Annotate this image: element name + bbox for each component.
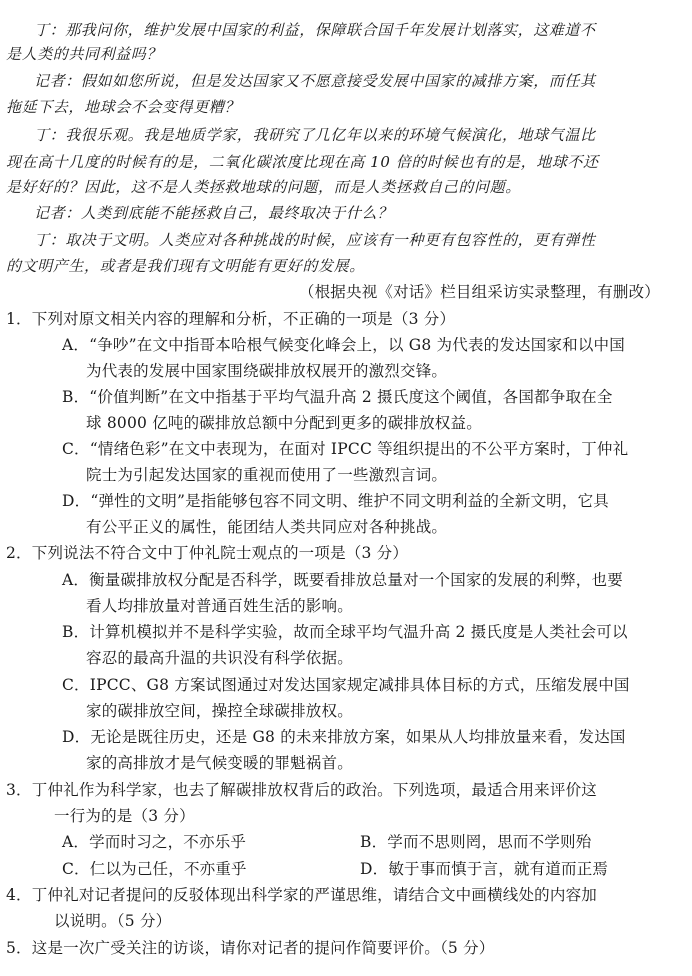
q2-option-b: B．计算机模拟并不是科学实验，故而全球平均气温升高 2 摄氏度是人类社会可以 [62,623,628,641]
interview-line: 丁：取决于文明。人类应对各种挑战的时候，应该有一种更有包容性的，更有弹性 [34,231,596,249]
q2-option-b-cont: 容忍的最高升温的共识没有科学依据。 [86,649,353,667]
question-5-stem: 5．这是一次广受关注的访谈，请你对记者的提问作简要评价。（5 分） [6,939,495,957]
q3-option-a: A．学而时习之，不亦乐乎 [62,833,247,851]
q2-option-d-cont: 家的高排放才是气候变暖的罪魁祸首。 [86,754,353,772]
interview-line: 丁：那我问你，维护发展中国家的利益，保障联合国千年发展计划落实，这难道不 [34,21,596,39]
q1-option-a: A．“争吵”在文中指哥本哈根气候变化峰会上，以 G8 为代表的发达国家和以中国 [62,336,625,354]
q2-option-a-cont: 看人均排放量对普通百姓生活的影响。 [86,597,353,615]
question-2-stem: 2．下列说法不符合文中丁仲礼院士观点的一项是（3 分） [6,544,409,562]
interview-line: 现在高十几度的时候有的是，二氧化碳浓度比现在高 10 倍的时候也有的是，地球不还 [6,153,599,171]
question-3-stem: 3．丁仲礼作为科学家，也去了解碳排放权背后的政治。下列选项，最适合用来评价这 [6,781,597,799]
q1-option-c: C．“情绪色彩”在文中表现为，在面对 IPCC 等组织提出的不公平方案时，丁仲礼 [62,440,629,458]
q1-option-b: B．“价值判断”在文中指基于平均气温升高 2 摄氏度这个阈值，各国都争取在全 [62,388,613,406]
interview-line: 是人类的共同利益吗？ [6,45,163,63]
q3-option-b: B．学而不思则罔，思而不学则殆 [360,833,592,851]
q1-option-d: D．“弹性的文明”是指能够包容不同文明、维护不同文明利益的全新文明，它具 [62,492,609,510]
interview-line: 拖延下去，地球会不会变得更糟？ [6,98,241,116]
interview-line: 是好好的？因此，这不是人类拯救地球的问题，而是人类拯救自己的问题。 [6,178,521,196]
q1-option-c-cont: 院士为引起发达国家的重视而使用了一些激烈言词。 [86,466,448,484]
q1-option-d-cont: 有公平正义的属性，能团结人类共同应对各种挑战。 [86,518,448,536]
interview-line: 的文明产生，或者是我们现有文明能有更好的发展。 [6,257,365,275]
q2-option-c-cont: 家的碳排放空间，操控全球碳排放权。 [86,702,353,720]
q2-option-c: C．IPCC、G8 方案试图通过对发达国家规定减排具体目标的方式，压缩发展中国 [62,676,630,694]
question-1-stem: 1．下列对原文相关内容的理解和分析，不正确的一项是（3 分） [6,310,456,328]
interview-line: 记者：假如如您所说，但是发达国家又不愿意接受发展中国家的减排方案，而任其 [34,72,596,90]
source-citation: （根据央视《对话》栏目组采访实录整理，有删改） [298,283,660,301]
interview-line: 丁：我很乐观。我是地质学家，我研究了几亿年以来的环境气候演化，地球气温比 [34,126,596,144]
q3-option-c: C．仁以为己任，不亦重乎 [62,860,247,878]
q3-option-d: D．敏于事而慎于言，就有道而正焉 [360,860,609,878]
q2-option-d: D．无论是既往历史，还是 G8 的未来排放方案，如果从人均排放量来看，发达国 [62,728,626,746]
q1-option-a-cont: 为代表的发展中国家围绕碳排放权展开的激烈交锋。 [86,362,448,380]
question-4-stem: 4．丁仲礼对记者提问的反驳体现出科学家的严谨思维，请结合文中画横线处的内容加 [6,886,597,904]
q2-option-a: A．衡量碳排放权分配是否科学，既要看排放总量对一个国家的发展的利弊，也要 [62,571,623,589]
question-3-stem-cont: 一行为的是（3 分） [54,807,195,825]
q1-option-b-cont: 球 8000 亿吨的碳排放总额中分配到更多的碳排放权益。 [86,414,482,432]
interview-line: 记者：人类到底能不能拯救自己，最终取决于什么？ [34,204,393,222]
question-4-stem-cont: 以说明。（5 分） [54,912,172,930]
